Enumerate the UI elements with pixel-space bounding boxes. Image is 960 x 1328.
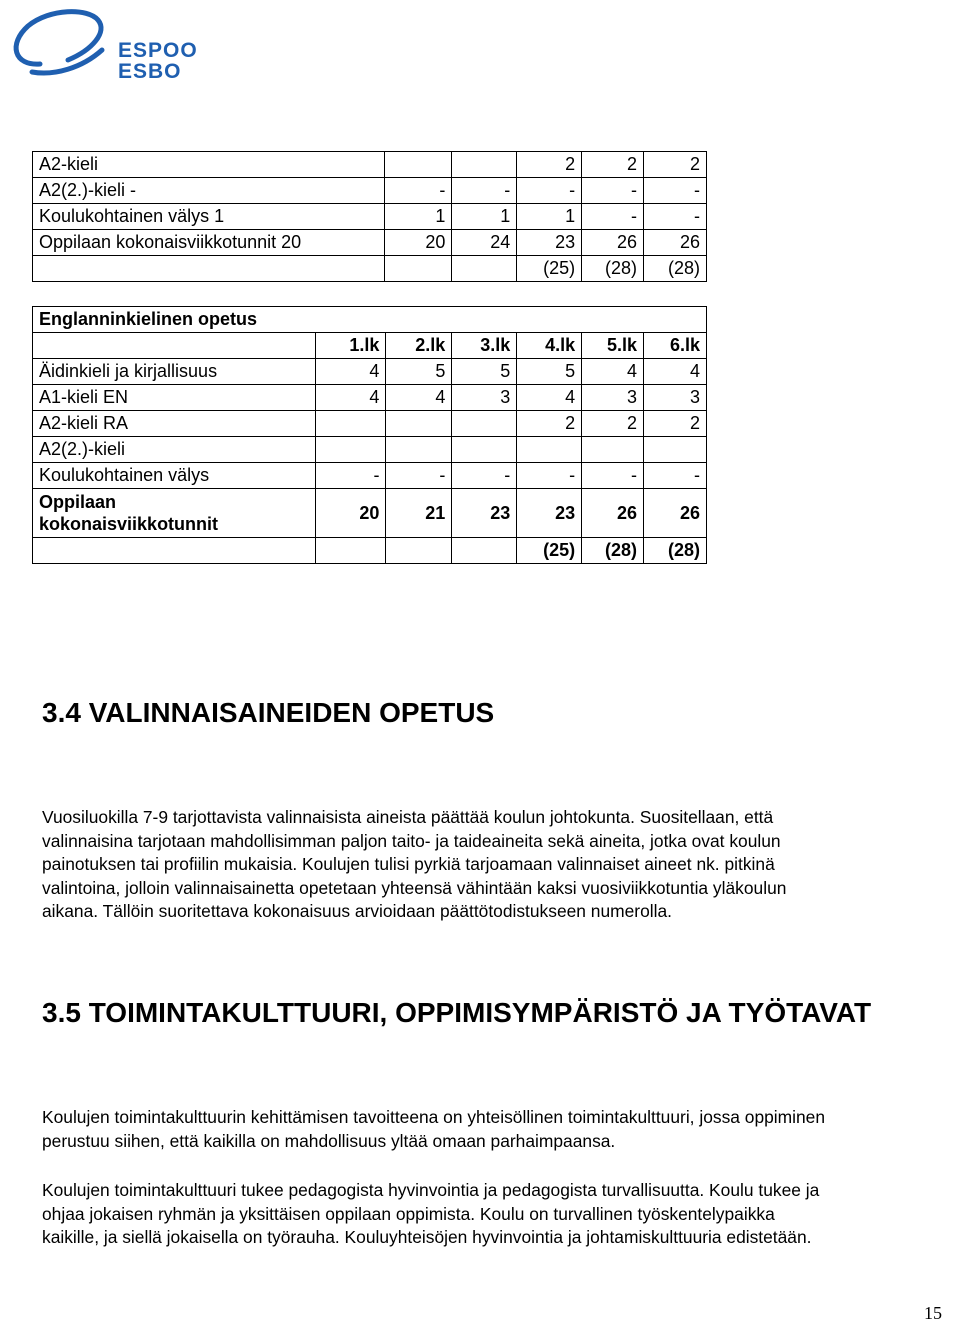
header-cell: 1.lk	[315, 333, 386, 359]
cell: 2	[517, 152, 582, 178]
cell: -	[644, 463, 707, 489]
table-row	[33, 152, 707, 178]
cell: 5	[386, 359, 452, 385]
table-row	[33, 385, 707, 411]
paragraph-line: Koulujen toimintakulttuuri tukee pedagogista hyvinvointia ja pedagogista turvallisuutta. Koulu tukee ja	[42, 1180, 820, 1200]
cell: 4	[644, 359, 707, 385]
row-label: A2(2.)-kieli	[33, 437, 316, 463]
cell: -	[582, 204, 644, 230]
paragraph-line: valintoina, jolloin valinnaisainetta opetetaan yhteensä vähintään kaksi vuosiviikkotuntia yläkoulun	[42, 877, 787, 898]
header-cell: 5.lk	[582, 333, 644, 359]
cell: -	[384, 178, 452, 204]
row-label: A2-kieli	[33, 152, 385, 178]
table-row	[33, 256, 707, 282]
header-cell: 3.lk	[452, 333, 517, 359]
table-title-row	[33, 307, 707, 333]
cell: (28)	[644, 538, 707, 564]
cell: 4	[386, 385, 452, 411]
cell	[582, 437, 644, 463]
espoo-logo	[10, 6, 200, 86]
cell: -	[386, 463, 452, 489]
cell: 2	[582, 411, 644, 437]
table-row	[33, 230, 707, 256]
cell: 23	[517, 489, 582, 538]
cell	[384, 152, 452, 178]
cell: 3	[582, 385, 644, 411]
cell: 26	[644, 489, 707, 538]
cell: 1	[384, 204, 452, 230]
table-row	[33, 489, 707, 538]
cell: (28)	[582, 538, 644, 564]
cell: 4	[315, 385, 386, 411]
paragraph-line: ohjaa jokaisen ryhmän ja yksittäisen oppilaan oppimista. Koulu on turvallinen työskentelypaikka	[42, 1203, 775, 1224]
logo-mark-icon	[10, 6, 110, 86]
paragraph-line: valinnaisina tarjotaan mahdollisimman paljon taito- ja taideaineita sekä aineita, jotka ovat koulun	[42, 830, 781, 851]
cell: (28)	[644, 256, 707, 282]
row-label	[33, 538, 316, 564]
cell: 26	[644, 230, 707, 256]
paragraph-line: painotuksen tai profiilin mukaisia. Koulujen tulisi pyrkiä tarjoamaan valinnaiset aineet nk. pitkinä	[42, 854, 775, 875]
paragraph-line: perustuu siihen, että kaikilla on mahdollisuus yltää omaan parhaimpaansa.	[42, 1130, 616, 1151]
cell: -	[644, 204, 707, 230]
paragraph-line: Koulujen toimintakulttuurin kehittämisen tavoitteena on yhteisöllinen toimintakulttuuri, jossa oppiminen	[42, 1107, 826, 1127]
cell	[517, 437, 582, 463]
logo-text-esbo: ESBO	[118, 60, 182, 83]
row-label: A1-kieli EN	[33, 385, 316, 411]
cell	[315, 437, 386, 463]
section-3-4-paragraph	[42, 806, 942, 924]
section-3-5-paragraph-1	[42, 1106, 942, 1153]
row-label: Koulukohtainen välys 1	[33, 204, 385, 230]
cell	[386, 411, 452, 437]
cell: 20	[315, 489, 386, 538]
cell: -	[517, 178, 582, 204]
header-cell: 2.lk	[386, 333, 452, 359]
cell: -	[452, 178, 517, 204]
cell: 2	[644, 152, 707, 178]
cell: 26	[582, 230, 644, 256]
hours-table-1	[32, 151, 707, 282]
table-row	[33, 359, 707, 385]
cell: 20	[384, 230, 452, 256]
cell: -	[582, 178, 644, 204]
table-row	[33, 204, 707, 230]
logo-text-espoo: ESPOO	[118, 39, 198, 62]
cell	[315, 538, 386, 564]
cell	[452, 411, 517, 437]
row-label-line: Oppilaan	[39, 492, 117, 512]
cell: 24	[452, 230, 517, 256]
cell: 21	[386, 489, 452, 538]
cell: 5	[517, 359, 582, 385]
paragraph-line: Vuosiluokilla 7-9 tarjottavista valinnaisista aineista päättää koulun johtokunta. Suositellaan, että	[42, 807, 774, 827]
cell: 1	[452, 204, 517, 230]
row-label-line: kokonaisviikkotunnit	[39, 514, 219, 534]
header-cell: 4.lk	[517, 333, 582, 359]
cell: 23	[517, 230, 582, 256]
table-row	[33, 463, 707, 489]
cell	[452, 256, 517, 282]
cell	[644, 437, 707, 463]
cell: 4	[315, 359, 386, 385]
cell: 4	[517, 385, 582, 411]
cell: 5	[452, 359, 517, 385]
header-cell-empty	[33, 333, 316, 359]
hours-table-2	[32, 306, 707, 564]
cell	[386, 538, 452, 564]
cell: (25)	[517, 256, 582, 282]
cell	[315, 411, 386, 437]
row-label: Äidinkieli ja kirjallisuus	[33, 359, 316, 385]
cell: 23	[452, 489, 517, 538]
cell	[384, 256, 452, 282]
cell	[386, 437, 452, 463]
cell: 2	[644, 411, 707, 437]
page-number: 15	[924, 1303, 942, 1323]
row-label: Koulukohtainen välys	[33, 463, 316, 489]
cell: 3	[644, 385, 707, 411]
cell: 2	[517, 411, 582, 437]
cell: 2	[582, 152, 644, 178]
cell: 1	[517, 204, 582, 230]
table-row	[33, 411, 707, 437]
cell	[452, 538, 517, 564]
cell: 26	[582, 489, 644, 538]
header-cell: 6.lk	[644, 333, 707, 359]
table-header-row	[33, 333, 707, 359]
cell: (28)	[582, 256, 644, 282]
row-label: A2(2.)-kieli -	[33, 178, 385, 204]
cell	[452, 437, 517, 463]
cell: -	[315, 463, 386, 489]
cell: -	[644, 178, 707, 204]
table-row	[33, 437, 707, 463]
row-label: A2-kieli RA	[33, 411, 316, 437]
row-label	[33, 256, 385, 282]
section-3-5-paragraph-2	[42, 1179, 942, 1250]
cell: -	[582, 463, 644, 489]
cell: -	[517, 463, 582, 489]
section-heading-3-5: 3.5 TOIMINTAKULTTUURI, OPPIMISYMPÄRISTÖ JA TYÖTAVAT	[42, 997, 872, 1028]
table-title: Englanninkielinen opetus	[33, 307, 707, 333]
row-label: Oppilaan kokonaisviikkotunnit 20	[33, 230, 385, 256]
cell: (25)	[517, 538, 582, 564]
table-row	[33, 538, 707, 564]
section-heading-3-4: 3.4 VALINNAISAINEIDEN OPETUS	[42, 697, 495, 728]
cell: -	[452, 463, 517, 489]
row-label	[33, 489, 316, 538]
table-row	[33, 178, 707, 204]
paragraph-line: kaikille, ja siellä jokaisella on työrauha. Kouluyhteisöjen hyvinvointia ja johtamiskulttuuria edistetään.	[42, 1227, 812, 1248]
cell	[452, 152, 517, 178]
cell: 4	[582, 359, 644, 385]
cell: 3	[452, 385, 517, 411]
paragraph-line: aikana. Tällöin suoritettava kokonaisuus arvioidaan päättötodistukseen numerolla.	[42, 901, 672, 922]
